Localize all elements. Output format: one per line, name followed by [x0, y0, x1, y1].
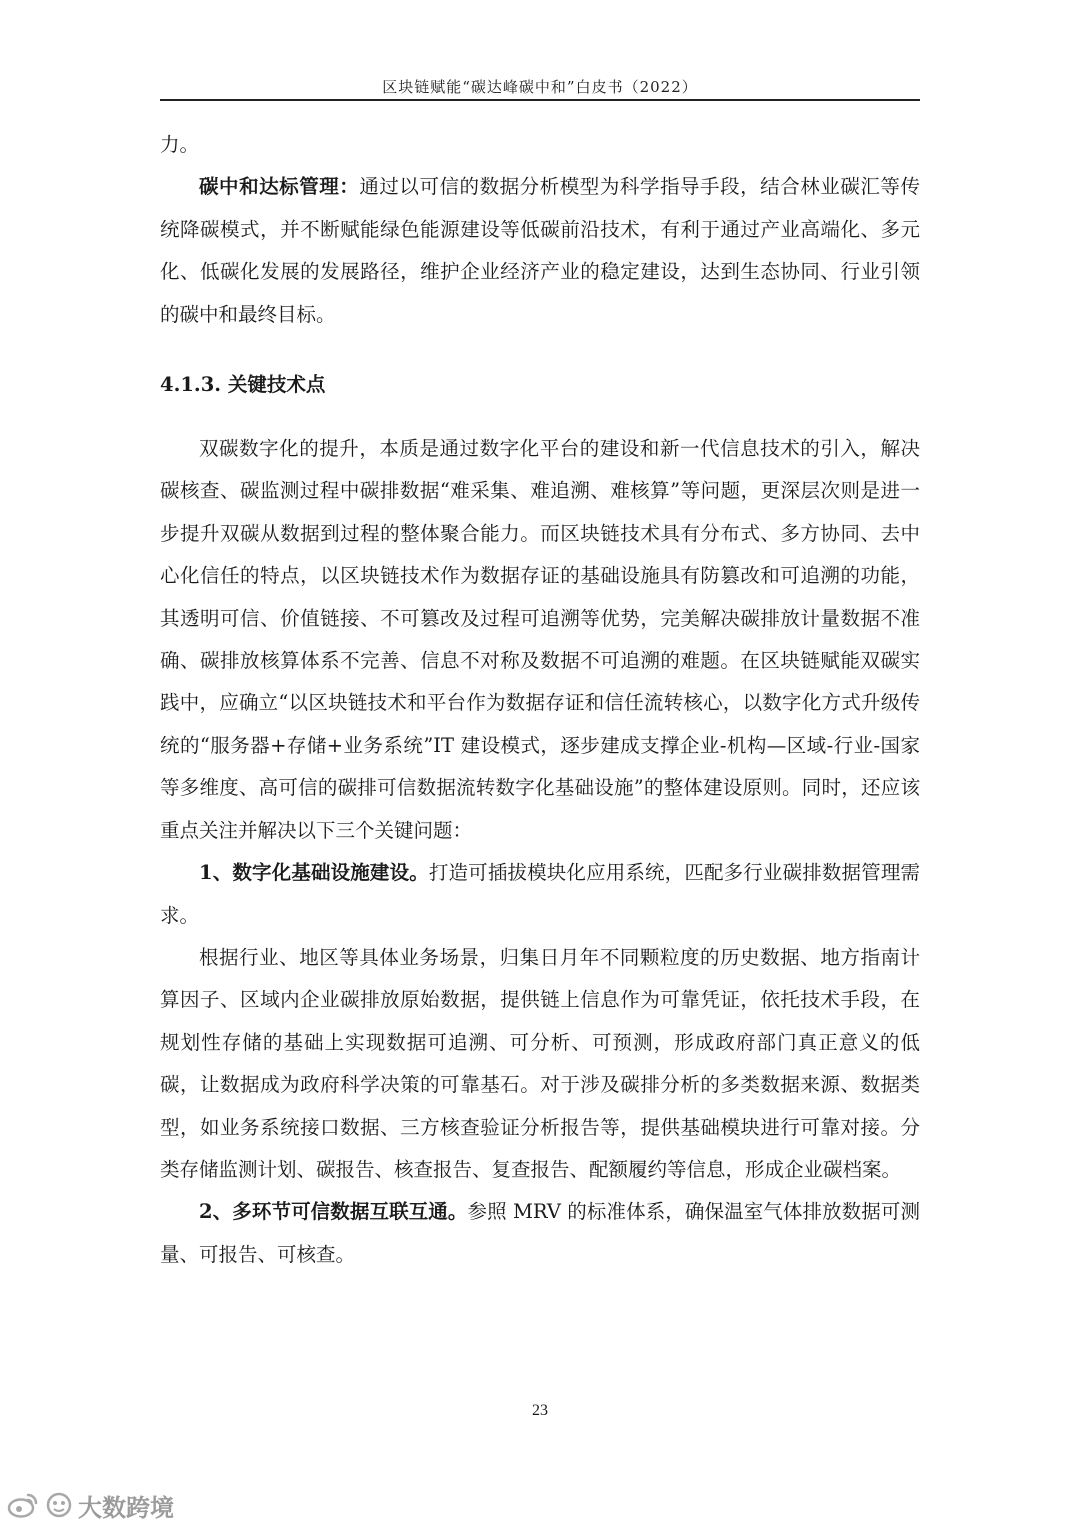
watermark	[6, 1488, 174, 1522]
document-body	[160, 124, 920, 1276]
section-heading: 4.1.3. 关键技术点	[160, 373, 326, 397]
page-header: 区块链赋能“碳达峰碳中和”白皮书（2022）	[382, 78, 698, 96]
key-tech-intro-paragraph: 双碳数字化的提升，本质是通过数字化平台的建设和新一代信息技术的引入，解决碳核查、碳监测过程中碳排数据“难采集、难追溯、难核算”等问题，更深层次则是进一步提升双碳从数据到过程的整体聚合能力。而区块链技术具有分布式、多方协同、去中心化信任的特点，以区块链技术作为数据存证的基础设施具有防篡改和可追溯的功能，其透明可信、价值链接、不可篡改及过程可追溯等优势，完美解决碳排放计量数据不准确、碳排放核算体系不完善、信息不对称及数据不可追溯的难题。在区块链赋能双碳实践中，应确立“以区块链技术和平台作为数据存证和信任流转核心，以数字化方式升级传统的“服务器+存储+业务系统”IT 建设模式，逐步建成支撑企业-机构—区域-行业-国家等多维度、高可信的碳排可信数据流转数字化基础设施”的整体建设原则。同时，还应该重点关注并解决以下三个关键问题：	[160, 437, 920, 842]
item-1-detail-paragraph: 根据行业、地区等具体业务场景，归集日月年不同颗粒度的历史数据、地方指南计算因子、区域内企业碳排放原始数据，提供链上信息作为可靠凭证，依托技术手段，在规划性存储的基础上实现数据可追溯、可分析、可预测，形成政府部门真正意义的低碳，让数据成为政府科学决策的可靠基石。对于涉及碳排分析的多类数据来源、数据类型，如业务系统接口数据、三方核查验证分析报告等，提供基础模块进行可靠对接。分类存储监测计划、碳报告、核查报告、复查报告、配额履约等信息，形成企业碳档案。	[160, 945, 920, 1181]
carbon-neutral-management-paragraph	[160, 166, 920, 336]
item-2-lead: 2、多环节可信数据互联互通。	[199, 1200, 468, 1224]
item-2-text: 参照 MRV 的标准体系，确保温室气体排放数据可测量、可报告、可核查。	[160, 1200, 920, 1266]
page-number: 23	[532, 1402, 548, 1419]
header-rule	[160, 99, 920, 101]
item-1-paragraph	[160, 852, 920, 937]
item-1-lead: 1、数字化基础设施建设。	[199, 861, 429, 885]
weibo-logo-icon	[6, 1490, 40, 1520]
watermark-text: 大数跨境	[78, 1493, 174, 1522]
item-2-paragraph	[160, 1191, 920, 1276]
paragraph-text: 通过以可信的数据分析模型为科学指导手段，结合林业碳汇等传统降碳模式，并不断赋能绿色能源建设等低碳前沿技术，有利于通过产业高端化、多元化、低碳化发展的发展路径，维护企业经济产业的稳定建设，达到生态协同、行业引领的碳中和最终目标。	[160, 175, 920, 326]
watermark-logo-icon	[44, 1490, 74, 1520]
paragraph-lead: 碳中和达标管理：	[199, 175, 360, 199]
item-1-text: 打造可插拔模块化应用系统，匹配多行业碳排数据管理需求。	[160, 861, 920, 927]
continuation-paragraph: 力。	[160, 133, 200, 156]
